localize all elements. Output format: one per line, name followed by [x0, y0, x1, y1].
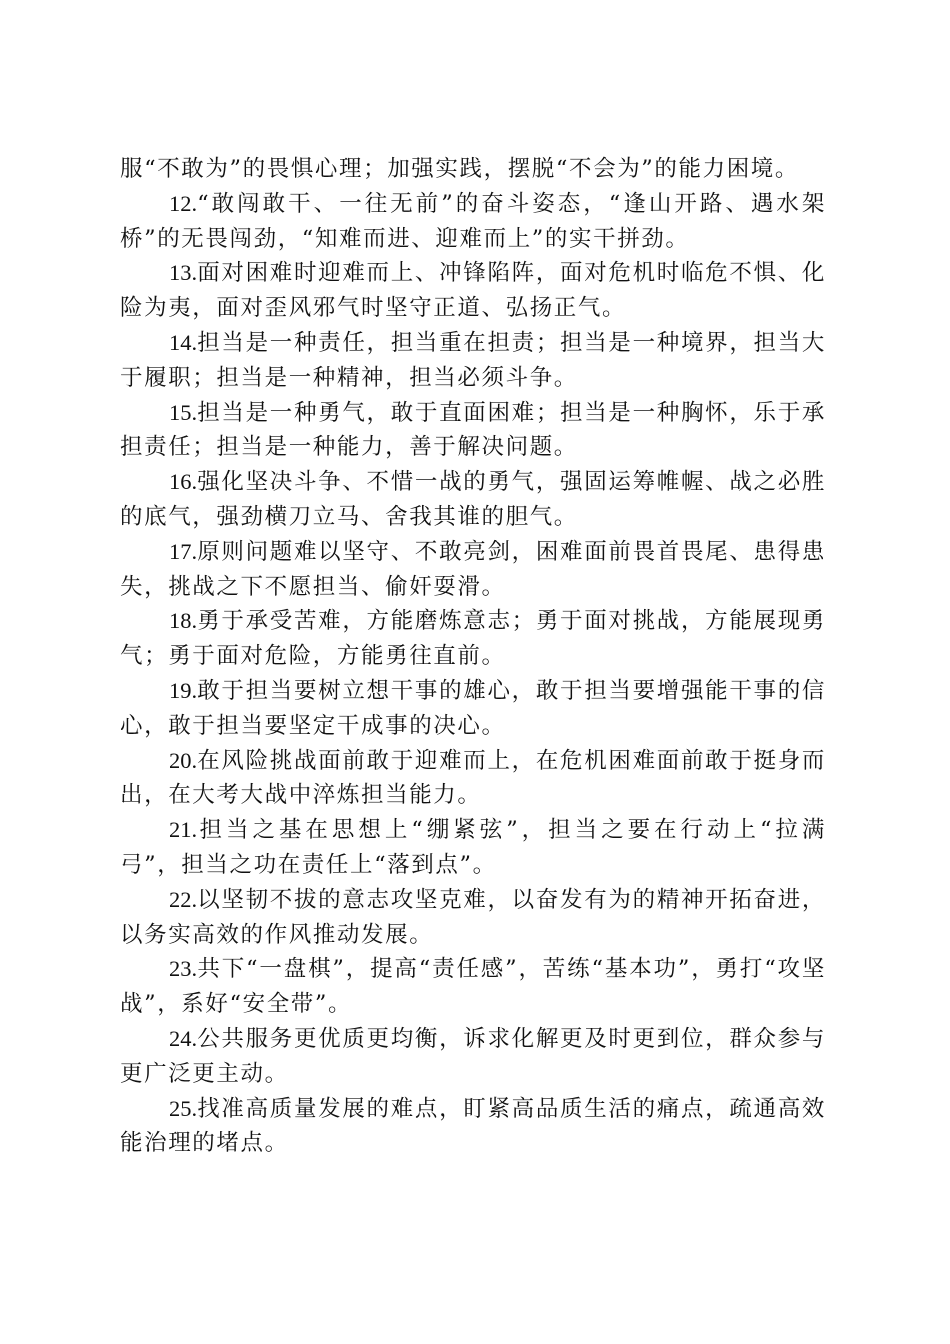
item-number: 13. [169, 260, 198, 286]
document-body [120, 152, 826, 1161]
item-text: 勇于承受苦难，方能磨炼意志；勇于面对挑战，方能展现勇气；勇于面对危险，方能勇往直前。 [120, 608, 826, 670]
item-text: 担当是一种勇气，敢于直面困难；担当是一种胸怀，乐于承担责任；担当是一种能力，善于解决问题。 [120, 399, 826, 461]
item-text: 面对困难时迎难而上、冲锋陷阵，面对危机时临危不惧、化险为夷，面对歪风邪气时坚守正道、弘扬正气。 [120, 260, 826, 322]
list-item [120, 1092, 826, 1162]
list-item [120, 1022, 826, 1092]
list-item [120, 256, 826, 326]
list-item [120, 604, 826, 674]
item-number: 24. [169, 1025, 198, 1051]
item-number: 21. [169, 817, 198, 843]
item-number: 22. [169, 886, 198, 912]
item-number: 15. [169, 399, 198, 425]
item-number: 18. [169, 608, 198, 634]
item-number: 20. [169, 747, 198, 773]
item-number: 16. [169, 469, 198, 495]
item-text: 共下“一盘棋”，提高“责任感”，苦练“基本功”，勇打“攻坚战”，系好“安全带”。 [120, 956, 826, 1018]
item-number: 12. [169, 190, 198, 216]
list-item [120, 396, 826, 466]
item-text: 原则问题难以坚守、不敢亮剑，困难面前畏首畏尾、患得患失，挑战之下不愿担当、偷奸耍滑。 [120, 538, 826, 600]
item-number: 23. [169, 956, 198, 982]
list-item [120, 187, 826, 257]
item-text: 以坚韧不拔的意志攻坚克难，以奋发有为的精神开拓奋进，以务实高效的作风推动发展。 [120, 886, 826, 948]
list-item [120, 465, 826, 535]
list-item [120, 535, 826, 605]
item-text: 强化坚决斗争、不惜一战的勇气，强固运筹帷幄、战之必胜的底气，强劲横刀立马、舍我其谁的胆气。 [120, 469, 826, 530]
list-item [120, 813, 826, 883]
item-number: 25. [169, 1095, 198, 1121]
paragraph-continuation [120, 152, 826, 187]
list-item [120, 952, 826, 1022]
item-text: 担当之基在思想上“绷紧弦”，担当之要在行动上“拉满弓”，担当之功在责任上“落到点”。 [120, 817, 826, 878]
item-number: 19. [169, 677, 198, 703]
item-text: 公共服务更优质更均衡，诉求化解更及时更到位，群众参与更广泛更主动。 [120, 1025, 826, 1087]
paragraph-text: 服“不敢为”的畏惧心理；加强实践，摆脱“不会为”的能力困境。 [120, 156, 800, 182]
list-item [120, 883, 826, 953]
list-item [120, 674, 826, 744]
item-number: 17. [169, 538, 198, 564]
item-number: 14. [169, 329, 198, 355]
list-item [120, 744, 826, 814]
item-text: 在风险挑战面前敢于迎难而上，在危机困难面前敢于挺身而出，在大考大战中淬炼担当能力。 [120, 747, 826, 809]
item-text: 找准高质量发展的难点，盯紧高品质生活的痛点，疏通高效能治理的堵点。 [120, 1095, 826, 1157]
item-text: 担当是一种责任，担当重在担责；担当是一种境界，担当大于履职；担当是一种精神，担当必须斗争。 [120, 329, 826, 391]
item-text: “敢闯敢干、一往无前”的奋斗姿态，“逢山开路、遇水架桥”的无畏闯劲，“知难而进、迎难而上”的实干拼劲。 [120, 190, 826, 252]
list-item [120, 326, 826, 396]
item-text: 敢于担当要树立想干事的雄心，敢于担当要增强能干事的信心，敢于担当要坚定干成事的决心。 [120, 677, 826, 739]
